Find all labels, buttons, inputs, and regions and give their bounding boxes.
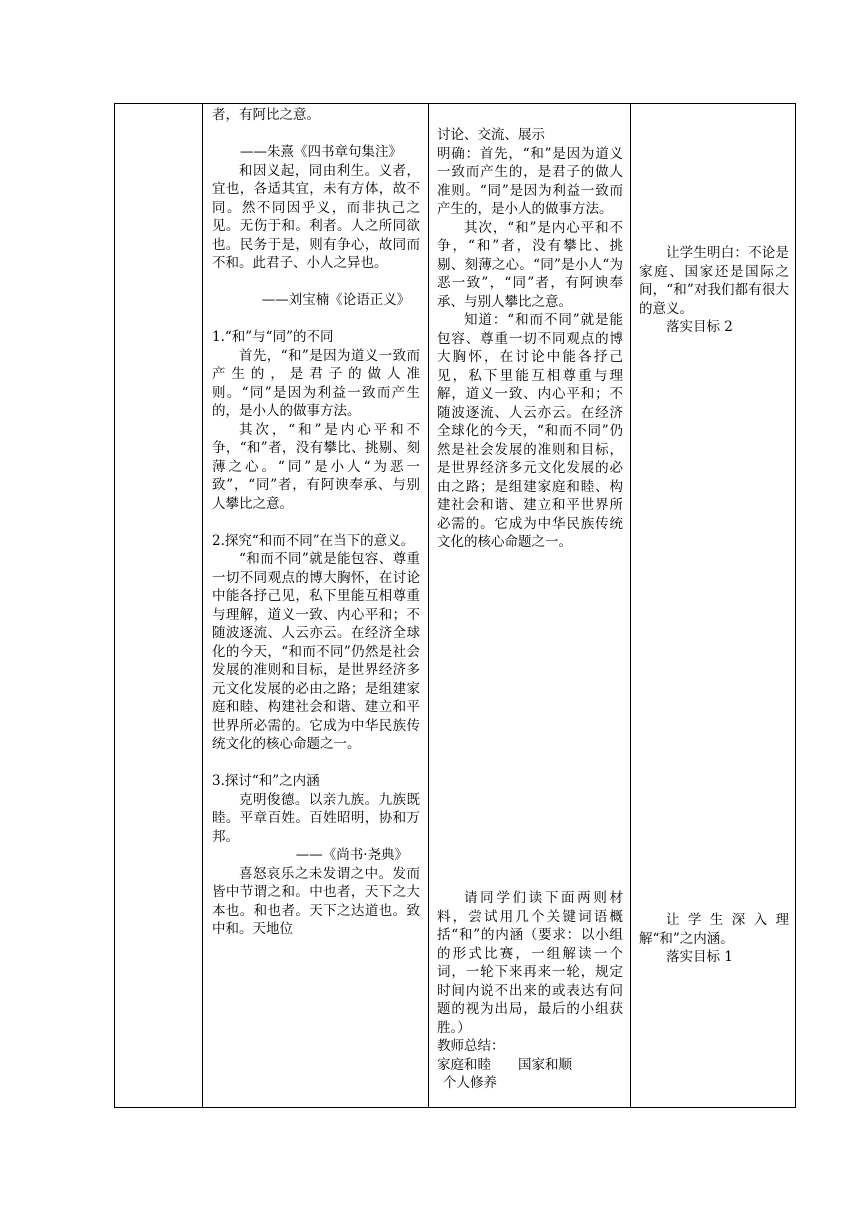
activity-column-top <box>437 126 623 552</box>
goal-1-target: 落实目标 2 <box>666 319 733 335</box>
column-divider <box>630 104 631 1107</box>
section-3-source: ——《尚书·尧典》 <box>295 847 408 863</box>
column-divider <box>202 104 203 1107</box>
section-2-title: 2.探究“和而不同”在当下的意义。 <box>212 532 415 549</box>
section-1-title: 1.“和”与“同”的不同 <box>212 329 334 345</box>
section-3-title: 3.探讨“和”之内涵 <box>212 773 320 789</box>
lesson-table <box>114 103 796 1108</box>
section-3-quote-2: 喜怒哀乐之未发谓之中。发而皆中节谓之和。中也者，天下之大本也。和也者。天下之达道也。致中和。天地位 <box>212 865 420 937</box>
goal-2-target: 落实目标 1 <box>666 949 733 965</box>
section-1-para-2: 其次，“和”是内心平和不争，“和”者，没有攀比、挑剔、刻薄之心。“同”是小人“为恶一致”，“同”者，有阿谀奉承、与别人攀比之意。 <box>212 421 420 512</box>
quote-liubaonan: 和因义起，同由利生。义者，宜也，各适其宜，未有方体，故不同。然不同因乎义，而非执己之见。无伤于和。利者。人之所同欲也。民务于是，则有争心，故同而不和。此君子、小人之异也。 <box>212 162 420 271</box>
column-divider <box>428 104 429 1107</box>
goal-2-text: 让学生深入理解“和”之内涵。 <box>639 912 789 947</box>
goal-1-text: 让学生明白：不论是家庭、国家还是国际之间，“和”对我们都有很大的意义。 <box>639 245 789 317</box>
quote-source-liubaonan: ——刘宝楠《论语正义》 <box>261 292 411 308</box>
section-2-para: “和而不同”就是能包容、尊重一切不同观点的博大胸怀，在讨论中能各抒己见，私下里能互相尊重与理解，道义一致、内心平和；不随波逐流、人云亦云。在经济全球化的今天，“和而不同”仍然是社会发展的准则和目标，是世界经济多元文化发展的必由之路；是组建家庭和睦、构建社会和谐、建立和平世界所必需的。它成为中华民族传统文化的核心命题之一。 <box>212 551 420 752</box>
quote-tail: 者，有阿比之意。 <box>212 107 320 123</box>
content-column <box>212 106 420 939</box>
quote-source-zhuxi: ——朱熹《四书章句集注》 <box>240 144 402 160</box>
section-1-para-1: 首先，“和”是因为道义一致而产生的，是君子的做人准则。“同”是因为利益一致而产生的，是小人的做事方法。 <box>212 347 420 419</box>
activity-know: 知道：“和而不同”就是能包容、尊重一切不同观点的博大胸怀，在讨论中能各抒己见，私下里能互相尊重与理解，道义一致、内心平和；不随波逐流、人云亦云。在经济全球化的今天，“和而不同”仍然是社会发展的准则和目标，是世界经济多元文化发展的必由之路；是组建家庭和睦、构建社会和谐、建立和平世界所必需的。它成为中华民族传统文化的核心命题之一。 <box>437 312 623 550</box>
teacher-summary-label: 教师总结： <box>437 1038 505 1054</box>
goal-column-top <box>639 244 789 337</box>
activity-next: 其次，“和”是内心平和不争，“和”者，没有攀比、挑剔、刻薄之心。“同”是小人“为恶一致”，“同”者，有阿谀奉承、与别人攀比之意。 <box>437 219 623 310</box>
section-3-quote-1: 克明俊德。以亲九族。九族既睦。平章百姓。百姓昭明，协和万邦。 <box>212 791 420 845</box>
activity-discussion: 讨论、交流、展示 <box>437 127 545 143</box>
activity-instruction: 请同学们读下面两则材料，尝试用几个关键词语概括“和”的内涵（要求：以小组的形式比赛，一组解读一个词，一轮下来再来一轮，规定时间内说不出来的或表达有问题的视为出局，最后的小组获胜。） <box>437 890 623 1036</box>
summary-keyword-personal: 个人修养 <box>443 1075 497 1091</box>
goal-column-bottom <box>639 911 789 967</box>
summary-keywords: 家庭和睦 国家和顺 <box>437 1056 572 1073</box>
activity-column-bottom <box>437 889 623 1093</box>
activity-clarify: 明确：首先，“和”是因为道义一致而产生的，是君子的做人准则。“同”是因为利益一致而产生的，是小人的做事方法。 <box>437 145 623 217</box>
